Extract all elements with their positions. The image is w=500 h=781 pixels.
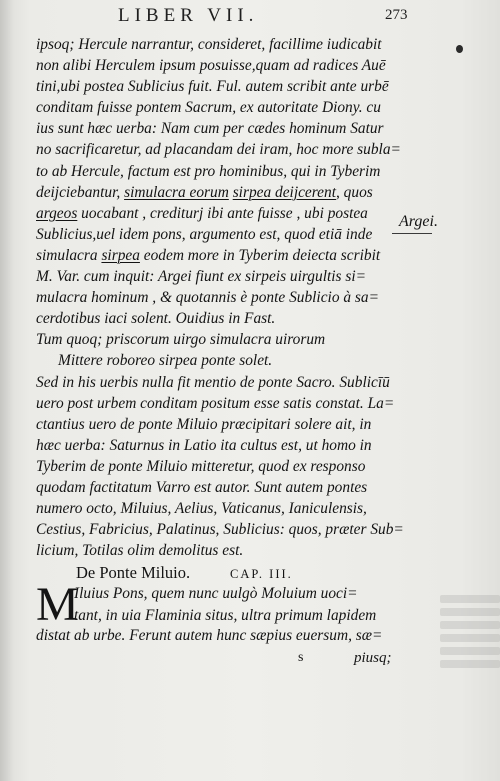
chapter-opening [36,578,426,632]
text-line: Sublicius,uel idem pons, argumento est, quod etiā inde [36,225,373,243]
section-heading [36,562,426,583]
text-line: M. Var. cum inquit: Argei fiunt ex sirpeis uirgultis si= [36,268,367,286]
text-segment: simulacra [36,246,98,264]
catchword: piusq; [354,649,392,666]
text-line: hæc uerba: Saturnus in Latio ita cultus est, ut homo in [36,436,372,454]
chapter-number: CAP. III. [229,567,293,582]
text-line: uero post urbem conditam positum esse satis constat. La= [36,394,395,412]
text-line [36,203,426,224]
section-title: De Ponte Miluio. [76,563,191,583]
underlined-text: simulacra eorum [124,183,229,201]
ink-spot [456,45,463,53]
show-through-bleed [440,590,500,675]
text-line: tant, in uia Flaminia situs, ultra primum lapidem [74,606,377,624]
text-line: quodam factitatum Varro est autor. Sunt autem pontes [36,478,368,496]
text-line: tini,ubi postea Sublicius fuit. Ful. autem scribit ante urbē [36,78,389,96]
drop-cap: M [36,578,79,632]
page-header [0,5,500,31]
signature-mark: s [298,649,304,665]
margin-note: Argei. [399,213,438,230]
text-line: Iluius Pons, quem nunc uulgò Moluium uoci= [74,585,358,603]
text-line: mulacra hominum , & quotannis è ponte Sublicio à sa= [36,289,379,307]
verse-line: Tum quoq; priscorum uirgo simulacra uirorum [36,331,326,349]
text-line: non alibi Herculem ipsum posuisse,quam ad radices Auē [36,57,386,75]
text-segment: deijciebantur, [36,183,121,201]
text-line: Tyberim de ponte Miluio mitteretur, quod ex responso [36,457,366,475]
text-line: distat ab urbe. Ferunt autem hunc sæpius euersum, sæ= [36,627,383,645]
text-line: no sacrificaretur, ad placandam dei iram, hoc more subla= [36,141,401,159]
text-line: numero octo, Miluius, Aelius, Vaticanus, Ianiculensis, [36,500,367,518]
text-segment: , quos [335,183,373,201]
text-line: ctantius uero de ponte Miluio præcipitari solere ait, in [36,415,372,433]
text-line [36,245,426,266]
running-head: LIBER VII. [118,5,259,26]
underlined-text: sirpea deijcerent [232,183,336,201]
text-line: licium, Totilas olim demolitus est. [36,542,244,560]
text-line: to ab Hercule, factum est pro hominibus, qui in Tyberim [36,162,381,180]
text-line: ipsoq; Hercule narrantur, consideret, facillime iudicabit [36,36,382,53]
text-line: cerdotibus iaci solent. Ouidius in Fast. [36,310,276,328]
underlined-text: sirpea [101,246,140,264]
text-line: conditam fuisse pontem Sacrum, ex autoritate Diony. cu [36,99,381,117]
text-line: Sed in his uerbis nulla fit mentio de ponte Sacro. Sublicīū [36,373,390,391]
text-segment: uocabant , crediturj ibi ante fuisse , ubi postea [77,204,368,222]
page-number: 273 [385,7,408,23]
body-text [36,34,426,669]
text-line [36,182,426,203]
underlined-text: argeos [36,204,78,222]
verse-line: Mittere roboreo sirpea ponte solet. [58,352,273,370]
page-footer [36,647,426,669]
text-segment: eodem more in Tyberim deiecta scribit [139,246,381,264]
text-line: Cestius, Fabricius, Palatinus, Sublicius: quos, præter Sub= [36,521,404,539]
spine-shadow [0,0,14,781]
text-line: ius sunt hæc uerba: Nam cum per cædes hominum Satur [36,120,384,138]
